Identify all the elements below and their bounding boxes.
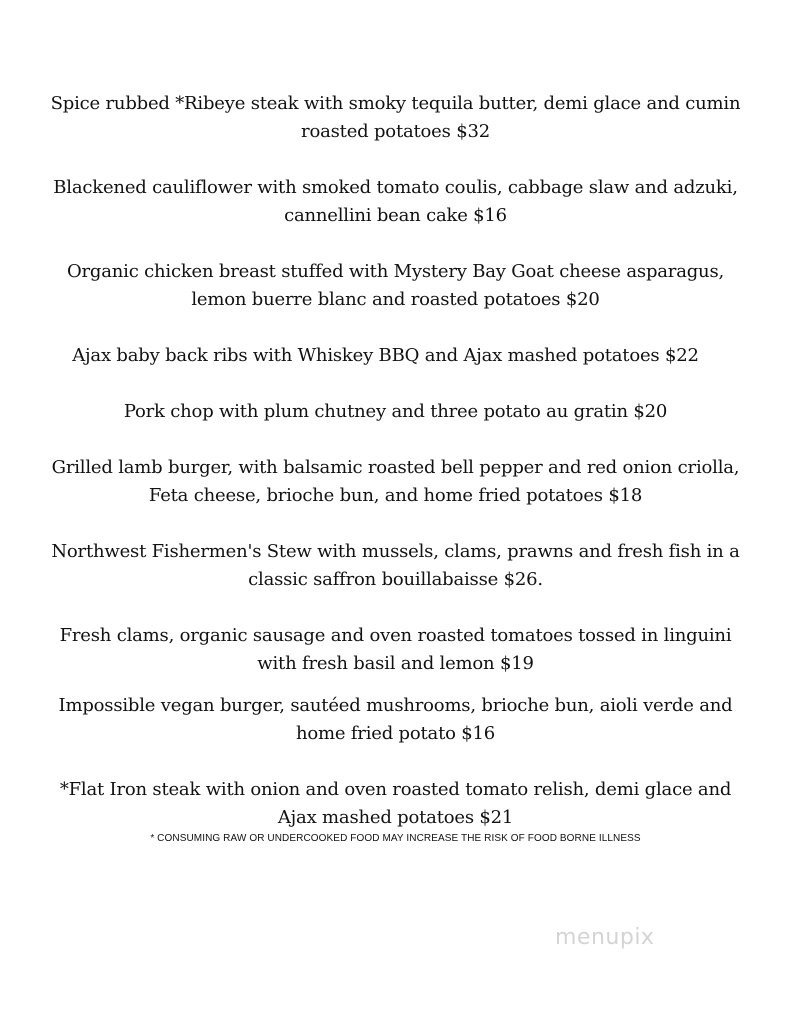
menupix-watermark: menupix	[555, 925, 655, 950]
menu-item-flat-iron: *Flat Iron steak with onion and oven roasted tomato relish, demi glace and Ajax mashed potatoes $21	[59, 779, 732, 828]
menu-item-ribs: Ajax baby back ribs with Whiskey BBQ and Ajax mashed potatoes $22	[72, 345, 699, 366]
menu-item-fishermens-stew: Northwest Fishermen's Stew with mussels, clams, prawns and fresh fish in a classic saffron bouillabaisse $26.	[51, 541, 740, 590]
menu-item-cauliflower: Blackened cauliflower with smoked tomato coulis, cabbage slaw and adzuki, cannellini bean cake $16	[53, 177, 738, 226]
menu-item-vegan-burger: Impossible vegan burger, sautéed mushrooms, brioche bun, aioli verde and home fried potato $16	[58, 695, 733, 744]
menu-item-chicken: Organic chicken breast stuffed with Mystery Bay Goat cheese asparagus, lemon buerre blanc and roasted potatoes $20	[66, 261, 725, 310]
raw-food-notice: * CONSUMING RAW OR UNDERCOOKED FOOD MAY INCREASE THE RISK OF FOOD BORNE ILLNESS	[150, 833, 641, 844]
menu-item-pork-chop: Pork chop with plum chutney and three potato au gratin $20	[123, 401, 668, 422]
menu-item-lamb-burger: Grilled lamb burger, with balsamic roasted bell pepper and red onion criolla, Feta cheese, brioche bun, and home fried potatoes $18	[51, 457, 740, 506]
menu-item-clams-linguini: Fresh clams, organic sausage and oven roasted tomatoes tossed in linguini with fresh basil and lemon $19	[59, 625, 732, 674]
menu-item-ribeye: Spice rubbed *Ribeye steak with smoky tequila butter, demi glace and cumin roasted potatoes $32	[50, 93, 741, 142]
